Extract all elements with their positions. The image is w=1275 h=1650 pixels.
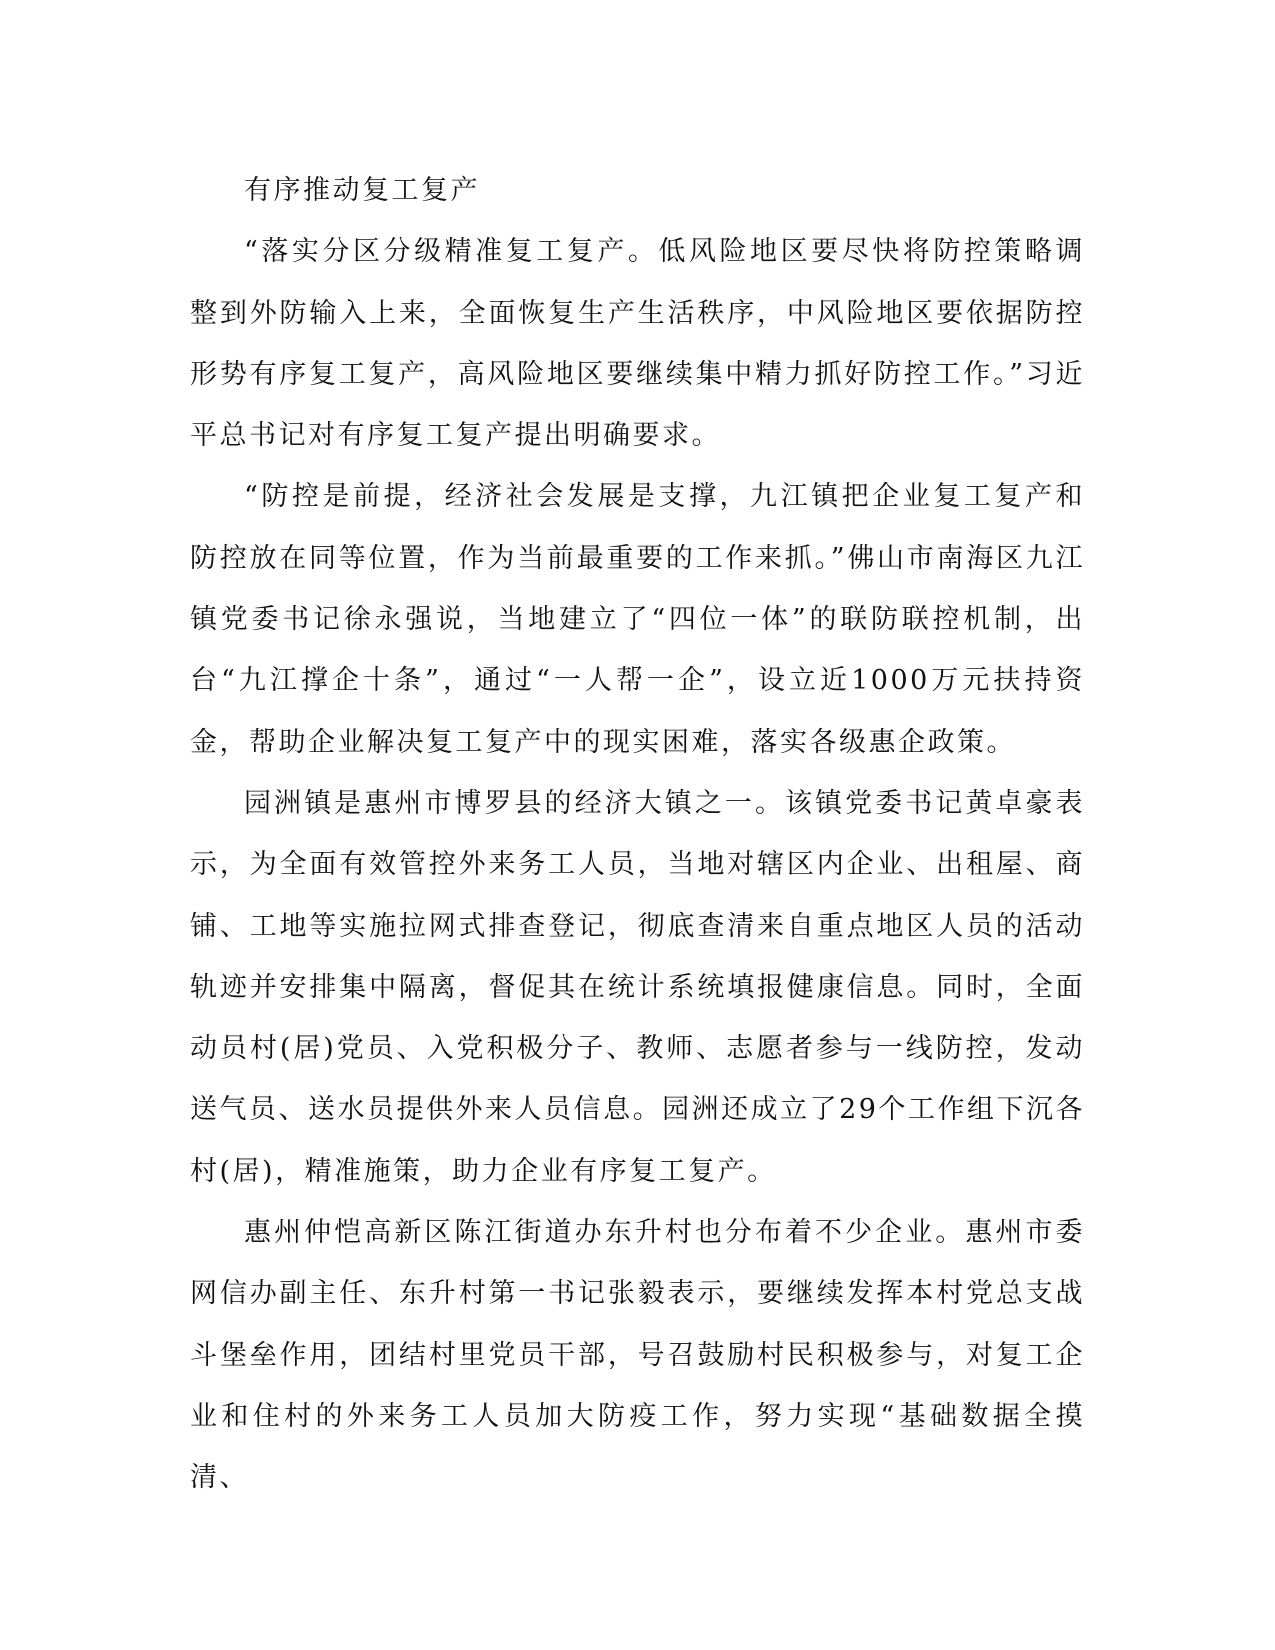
paragraph-2: “防控是前提，经济社会发展是支撑，九江镇把企业复工复产和防控放在同等位置，作为当前最重要的工作来抓。”佛山市南海区九江镇党委书记徐永强说，当地建立了“四位一体”的联防联控机制，出台“九江撑企十条”，通过“一人帮一企”，设立近1000万元扶持资金，帮助企业解决复工复产中的现实困难，落实各级惠企政策。 [190, 481, 1085, 758]
paragraph-1: “落实分区分级精准复工复产。低风险地区要尽快将防控策略调整到外防输入上来，全面恢复生产生活秩序，中风险地区要依据防控形势有序复工复产，高风险地区要继续集中精力抓好防控工作。”习近平总书记对有序复工复产提出明确要求。 [190, 236, 1085, 452]
paragraph-4: 惠州仲恺高新区陈江街道办东升村也分布着不少企业。惠州市委网信办副主任、东升村第一书记张毅表示，要继续发挥本村党总支战斗堡垒作用，团结村里党员干部，号召鼓励村民积极参与，对复工企业和住村的外来务工人员加大防疫工作，努力实现“基础数据全摸清、 [190, 1217, 1085, 1494]
document-body [190, 160, 1085, 1509]
paragraph-3: 园洲镇是惠州市博罗县的经济大镇之一。该镇党委书记黄卓豪表示，为全面有效管控外来务工人员，当地对辖区内企业、出租屋、商铺、工地等实施拉网式排查登记，彻底查清来自重点地区人员的活动轨迹并安排集中隔离，督促其在统计系统填报健康信息。同时，全面动员村(居)党员、入党积极分子、教师、志愿者参与一线防控，发动送气员、送水员提供外来人员信息。园洲还成立了29个工作组下沉各村(居)，精准施策，助力企业有序复工复产。 [190, 787, 1085, 1187]
section-heading: 有序推动复工复产 [244, 175, 480, 206]
